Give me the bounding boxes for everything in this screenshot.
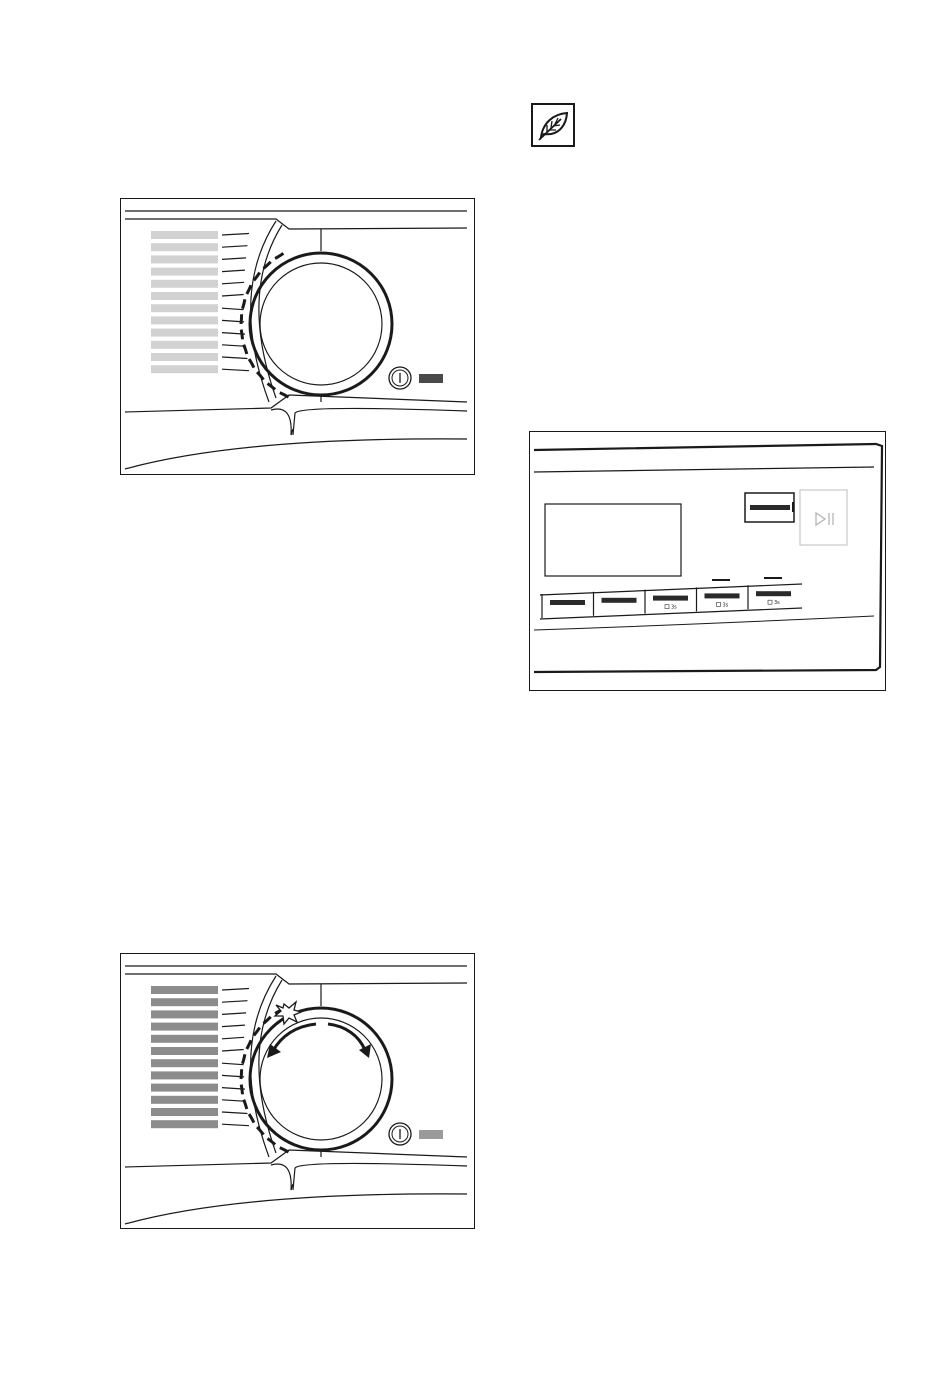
- button-label-bar: [705, 593, 740, 598]
- program-label[interactable]: [151, 304, 218, 312]
- program-knob-inner: [260, 1018, 382, 1140]
- dial-position-mark: [249, 359, 254, 368]
- power-button[interactable]: [389, 367, 411, 389]
- button-caption: 3s: [722, 602, 729, 609]
- start-pause-button[interactable]: [800, 490, 847, 545]
- program-leader-line: [222, 369, 249, 371]
- program-leader-line: [222, 234, 249, 236]
- program-label[interactable]: [151, 1084, 218, 1092]
- dial-position-mark: [280, 1148, 289, 1153]
- door-top-line: [293, 1163, 467, 1190]
- program-leader-line: [222, 989, 249, 991]
- dial-position-mark: [241, 330, 242, 340]
- dial-position-mark: [244, 345, 247, 354]
- program-leader-line: [222, 308, 244, 310]
- program-leader-line: [222, 1001, 247, 1003]
- program-label[interactable]: [151, 365, 218, 373]
- door-top-line: [293, 408, 467, 435]
- program-label[interactable]: [151, 1023, 218, 1031]
- lcd-display: [545, 504, 681, 576]
- rotate-right-arrow-icon: [328, 1024, 365, 1050]
- rinse-icon: [717, 602, 721, 606]
- button-caption: 3s: [774, 600, 780, 607]
- program-label[interactable]: [151, 1071, 218, 1079]
- control-panel-bottom: [120, 953, 475, 1229]
- program-label[interactable]: [151, 329, 218, 337]
- program-leader-line: [222, 1013, 246, 1015]
- eco-leaf-icon: [531, 103, 575, 147]
- rinse-indicator: [712, 579, 730, 581]
- program-leader-line: [222, 270, 245, 272]
- button-label-bar: [602, 598, 637, 603]
- program-label[interactable]: [151, 292, 218, 300]
- program-leader-line: [222, 258, 246, 260]
- rotate-left-arrow-icon: [273, 1024, 316, 1051]
- control-panel-display: [529, 431, 886, 691]
- dial-position-mark: [247, 285, 251, 294]
- button-label-bar: [653, 596, 688, 601]
- button-label-bar: [550, 600, 585, 605]
- button-caption: 3s: [671, 604, 677, 611]
- dial-position-mark: [249, 1114, 254, 1123]
- program-label[interactable]: [151, 341, 218, 349]
- program-label[interactable]: [151, 231, 218, 239]
- power-indicator: [419, 374, 443, 383]
- program-label[interactable]: [151, 268, 218, 276]
- program-knob[interactable]: [250, 253, 392, 395]
- option-button-2[interactable]: [594, 592, 637, 616]
- control-panel-top-drawing: [121, 199, 473, 473]
- dial-position-mark: [241, 1069, 242, 1079]
- delay-start-button[interactable]: [745, 493, 794, 522]
- program-leader-line: [222, 295, 244, 297]
- program-knob[interactable]: [250, 1008, 392, 1150]
- program-knob-inner: [260, 263, 382, 385]
- drum-curve-line: [125, 1194, 467, 1224]
- program-leader-line: [222, 357, 247, 359]
- dial-position-mark: [280, 393, 289, 398]
- door-hinge-line: [271, 1164, 293, 1190]
- program-label[interactable]: [151, 280, 218, 288]
- program-label[interactable]: [151, 1108, 218, 1116]
- program-leader-line: [222, 1112, 247, 1114]
- rotate-right-arrowhead-icon: [359, 1044, 371, 1058]
- dial-position-mark: [247, 1040, 251, 1049]
- program-leader-line: [222, 1063, 244, 1065]
- time-save-button[interactable]: [645, 590, 688, 614]
- power-button[interactable]: [389, 1123, 411, 1145]
- program-leader-line: [222, 1037, 244, 1039]
- drum-curve-line: [125, 439, 467, 469]
- panel-trim-line: [125, 974, 467, 984]
- dial-position-mark: [275, 253, 283, 258]
- program-leader-line: [222, 246, 247, 248]
- program-leader-line: [222, 1124, 249, 1126]
- clock-icon: [665, 605, 669, 609]
- program-label[interactable]: [151, 243, 218, 251]
- dial-position-mark: [241, 1085, 242, 1095]
- program-label[interactable]: [151, 353, 218, 361]
- program-label[interactable]: [151, 1047, 218, 1055]
- stain-icon: [768, 600, 772, 604]
- rinse-button[interactable]: [697, 587, 740, 611]
- program-leader-line: [222, 282, 244, 284]
- power-indicator: [419, 1130, 443, 1139]
- program-leader-line: [222, 1025, 245, 1027]
- dial-position-mark: [241, 314, 242, 324]
- stain-indicator: [764, 577, 782, 579]
- control-panel-display-drawing: [530, 432, 884, 689]
- program-label[interactable]: [151, 255, 218, 263]
- dial-position-mark: [243, 1054, 245, 1063]
- program-label[interactable]: [151, 1010, 218, 1018]
- program-leader-line: [222, 1050, 244, 1052]
- program-label[interactable]: [151, 1059, 218, 1067]
- program-label[interactable]: [151, 1035, 218, 1043]
- panel-trim-line: [125, 219, 467, 229]
- control-panel-bottom-drawing: [121, 954, 473, 1227]
- program-label[interactable]: [151, 1120, 218, 1128]
- option-button-1[interactable]: [542, 594, 585, 618]
- program-label[interactable]: [151, 986, 218, 994]
- control-panel-top: [120, 198, 475, 475]
- stain-button[interactable]: [748, 585, 791, 609]
- program-label[interactable]: [151, 998, 218, 1006]
- button-label-bar: [756, 591, 791, 596]
- door-hinge-line: [271, 409, 293, 435]
- dial-position-mark: [244, 1100, 247, 1109]
- dial-position-mark: [243, 299, 245, 308]
- program-label[interactable]: [151, 1096, 218, 1104]
- program-label[interactable]: [151, 316, 218, 324]
